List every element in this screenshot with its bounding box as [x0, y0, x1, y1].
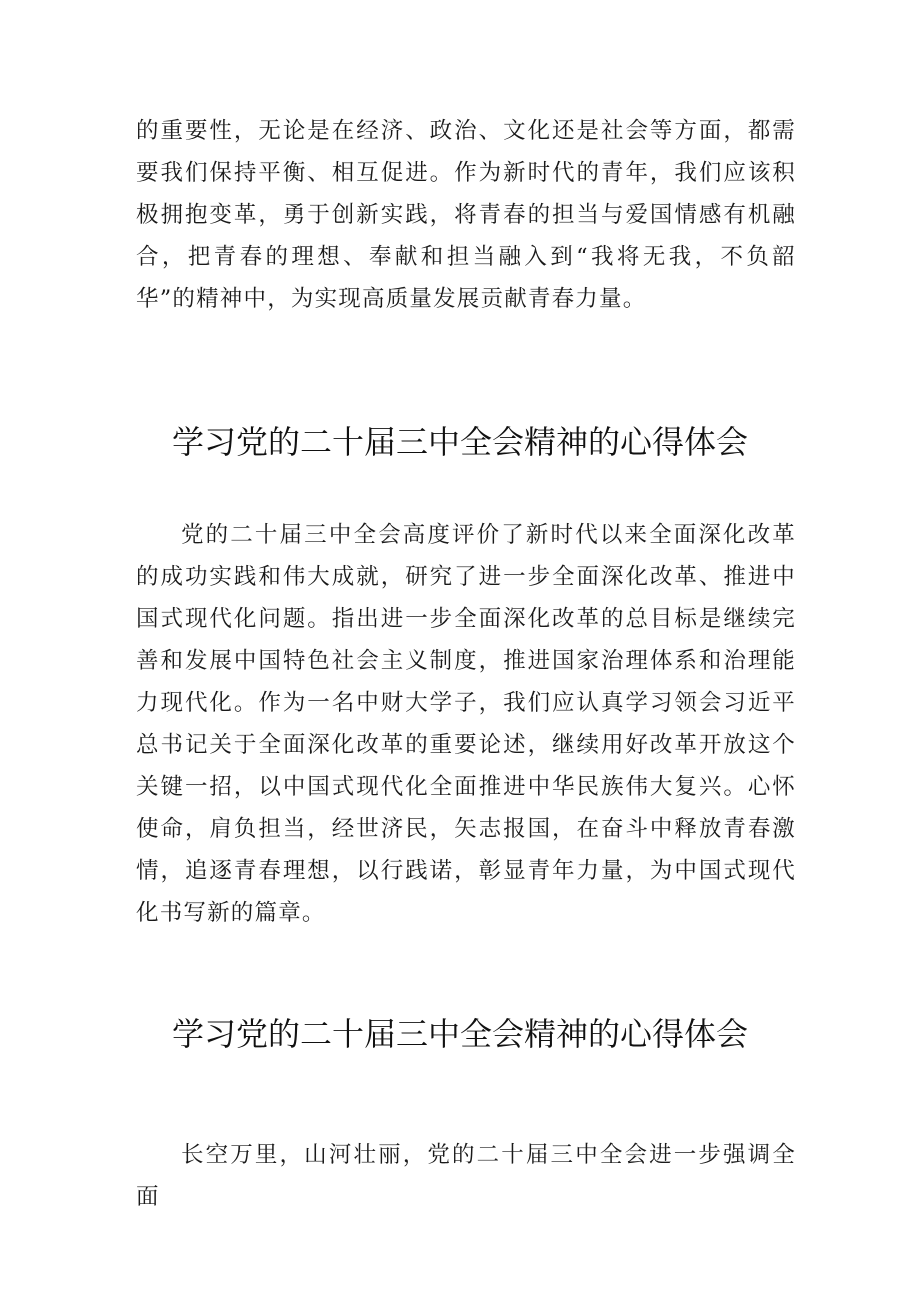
section-2-body	[136, 1134, 796, 1218]
section-1-body	[136, 514, 796, 934]
continued-paragraph: 的重要性，无论是在经济、政治、文化还是社会等方面，都需要我们保持平衡、相互促进。作为新时代的青年，我们应该积极拥抱变革，勇于创新实践，将青春的担当与爱国情感有机融合，把青春的理想、奉献和担当融入到“我将无我，不负韶华”的精神中，为实现高质量发展贡献青春力量。	[136, 118, 796, 312]
continued-paragraph-block	[136, 110, 796, 320]
section-2-heading: 学习党的二十届三中全会精神的心得体会	[171, 1015, 748, 1053]
section-2-paragraph: 长空万里，山河壮丽，党的二十届三中全会进一步强调全面	[136, 1142, 796, 1210]
section-1-heading: 学习党的二十届三中全会精神的心得体会	[171, 423, 748, 461]
section-1-paragraph: 党的二十届三中全会高度评价了新时代以来全面深化改革的成功实践和伟大成就，研究了进一步全面深化改革、推进中国式现代化问题。指出进一步全面深化改革的总目标是继续完善和发展中国特色社会主义制度，推进国家治理体系和治理能力现代化。作为一名中财大学子，我们应认真学习领会习近平总书记关于全面深化改革的重要论述，继续用好改革开放这个关键一招，以中国式现代化全面推进中华民族伟大复兴。心怀使命，肩负担当，经世济民，矢志报国，在奋斗中释放青春激情，追逐青春理想，以行践诺，彰显青年力量，为中国式现代化书写新的篇章。	[136, 522, 796, 926]
